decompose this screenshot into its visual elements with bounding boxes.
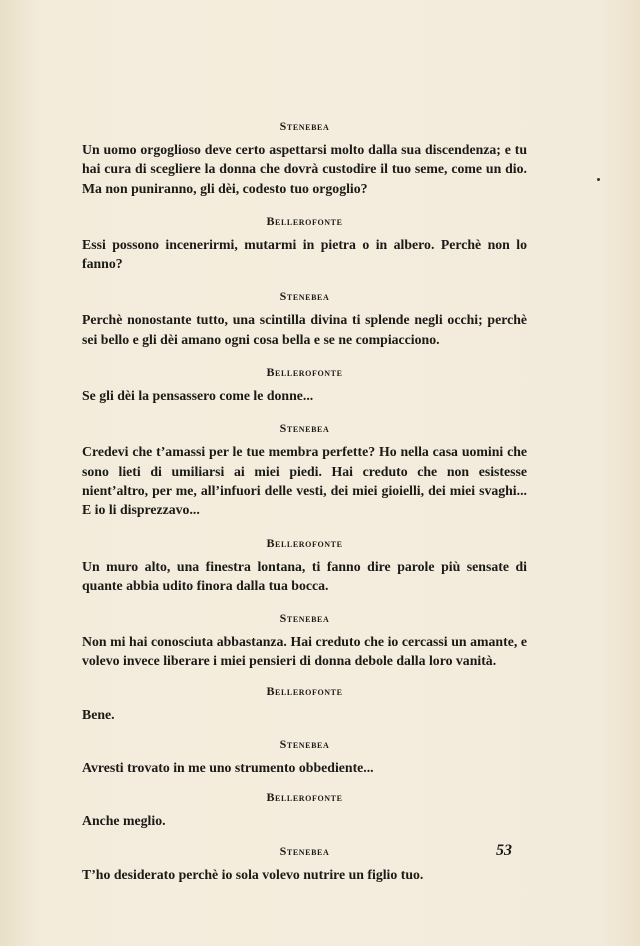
page-number: 53 [496,842,512,859]
speech-line: Perchè nonostante tutto, una scintilla divina ti splende negli occhi; perchè sei bello e gli dèi amano ogni cosa bella e se ne compiacciono. [82,312,527,347]
speech-line: Credevi che t’amassi per le tue membra perfette? Ho nella casa uomini che sono lieti di umiliarsi ai miei piedi. Hai creduto che non esistesse nient’altro, per me, all’infuori delle vesti, dei miei gioielli, dei miei svaghi... E io li disprezzavo... [82,444,527,518]
paper-speck [597,178,600,181]
dialogue-text [82,117,527,898]
speaker-name: Stenebea [279,611,330,626]
speaker-name: Bellerofonte [266,213,343,228]
speech-line: T’ho desiderato perchè io sola volevo nutrire un figlio tuo. [82,866,424,882]
speech-line: Essi possono incenerirmi, mutarmi in pietra o in albero. Perchè non lo fanno? [82,236,527,272]
speech-line: Non mi hai conosciuta abbastanza. Hai creduto che io cercassi un amante, e volevo invece liberare i miei pensieri di donna debole dalla loro vanità. [82,634,527,669]
speaker-name: Stenebea [279,737,330,752]
speaker-name: Stenebea [279,119,330,133]
speaker-name: Bellerofonte [266,535,343,550]
speech-line: Anche meglio. [82,813,166,829]
speech-line: Un muro alto, una finestra lontana, ti fanno dire parole più sensate di quante abbia udito finora dalla tua bocca. [82,558,527,593]
speech-line: Se gli dèi la pensassero come le donne... [82,388,314,404]
speaker-name: Stenebea [279,289,330,304]
speaker-name: Stenebea [279,843,330,858]
speaker-name: Bellerofonte [266,790,343,805]
speech-line: Un uomo orgoglioso deve certo aspettarsi molto dalla sua discendenza; e tu hai cura di scegliere la donna che dovrà custodire il tuo seme, come un dio. Ma non puniranno, gli dèi, codesto tuo orgoglio? [82,142,527,196]
speaker-name: Bellerofonte [266,365,343,380]
speaker-name: Bellerofonte [266,683,343,698]
speech-line: Avresti trovato in me uno strumento obbediente... [82,760,374,776]
speech-line: Bene. [82,706,115,722]
speaker-name: Stenebea [279,421,330,436]
